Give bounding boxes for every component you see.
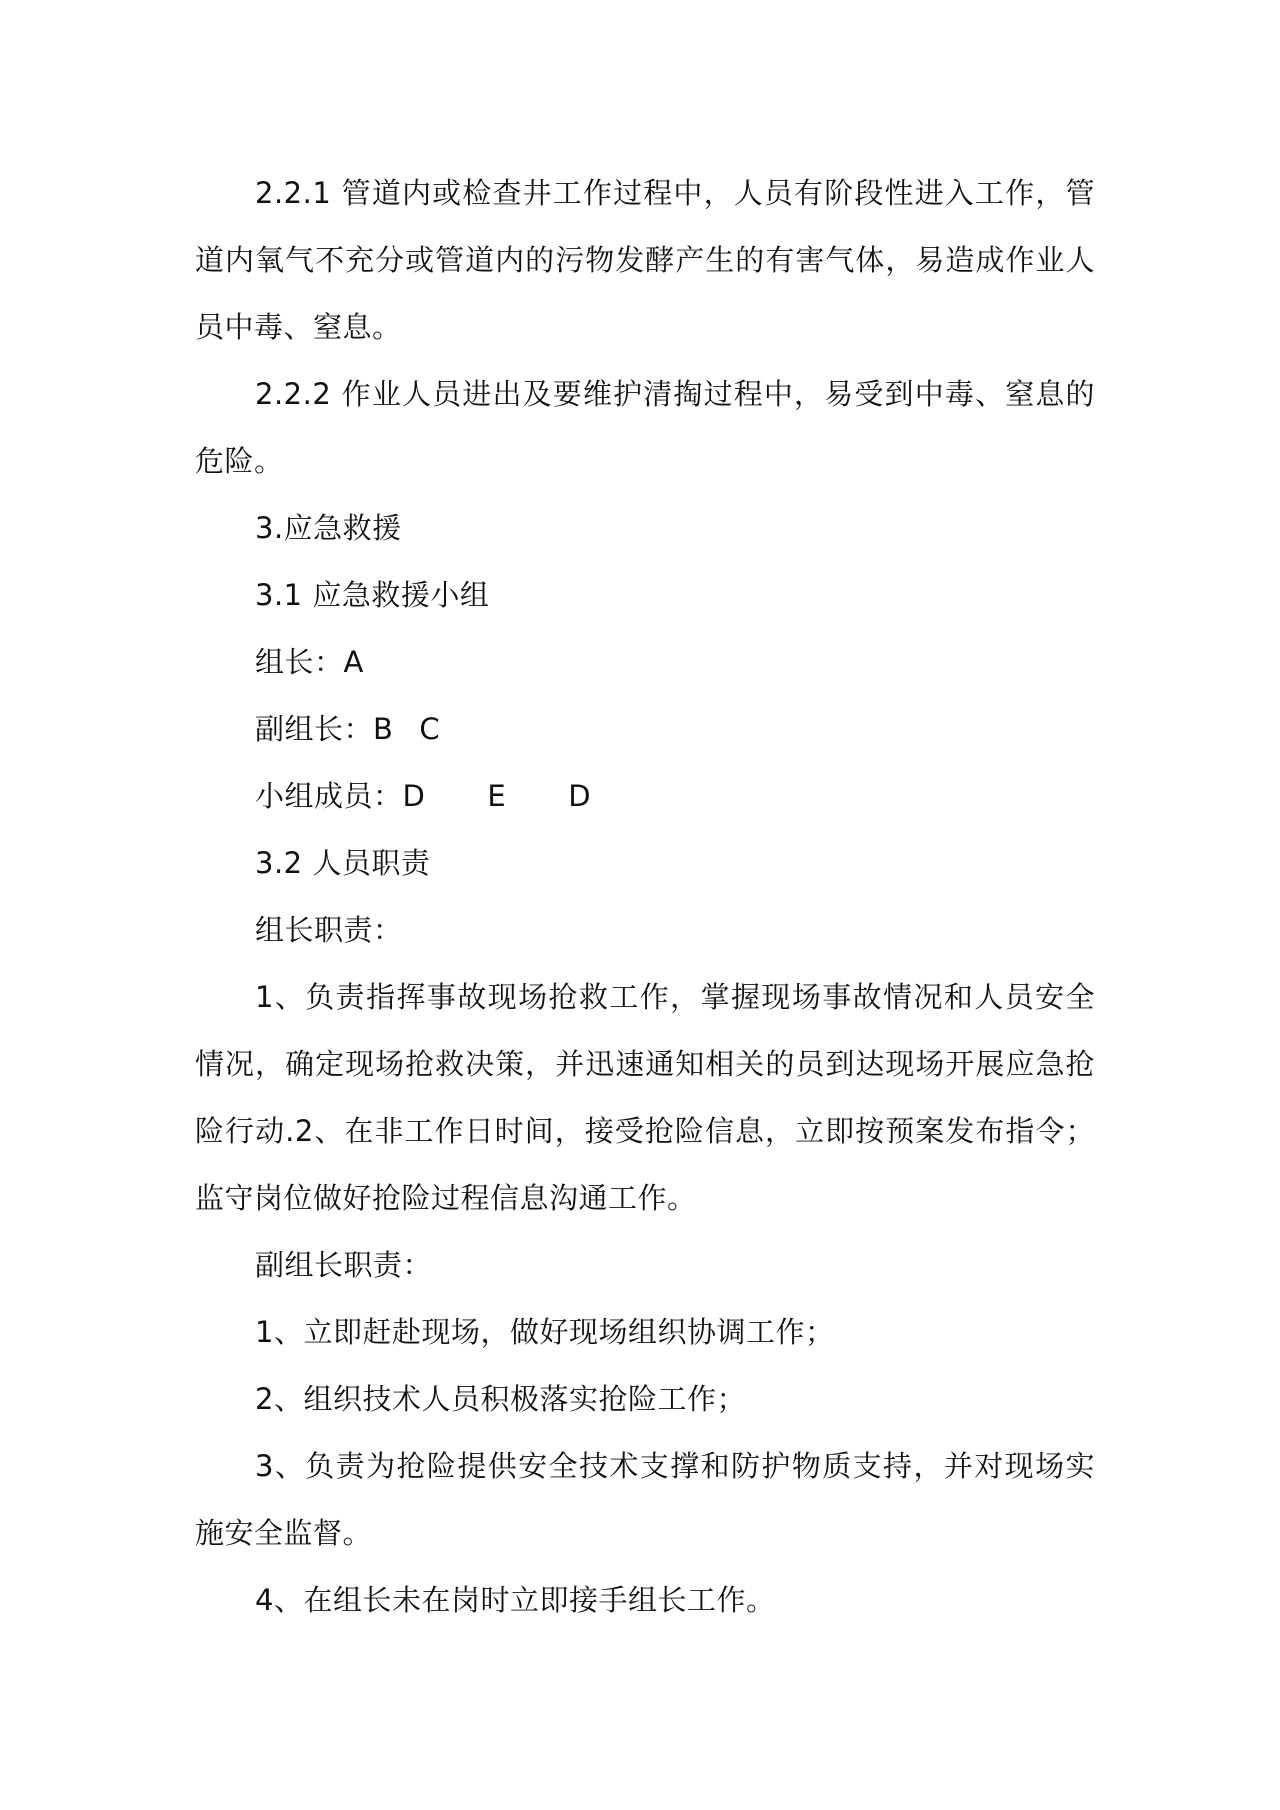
document-body [195,160,1095,1634]
paragraph-2-2-1: 2.2.1 管道内或检查井工作过程中，人员有阶段性进入工作，管道内氧气不充分或管道内的污物发酵产生的有害气体，易造成作业人员中毒、窒息。 [195,176,1095,344]
heading-leader-duties: 组长职责： [255,913,403,947]
paragraph-leader-duties: 1、负责指挥事故现场抢救工作，掌握现场事故情况和人员安全情况，确定现场抢救决策，并迅速通知相关的员到达现场开展应急抢险行动.2、在非工作日时间，接受抢险信息，立即按预案发布指令；监守岗位做好抢险过程信息沟通工作。 [195,980,1095,1215]
team-member-2: E [487,779,507,813]
heading-rescue-team: 3.1 应急救援小组 [255,578,490,612]
heading-emergency-rescue: 3.应急救援 [255,511,402,545]
team-member-3: D [568,779,592,813]
deputy-duty-4: 4、在组长未在岗时立即接手组长工作。 [255,1583,776,1617]
team-leader-line [195,629,1095,696]
team-leader-value: A [343,645,364,679]
heading-personnel-duties: 3.2 人员职责 [255,846,431,880]
team-member-1: D [402,779,426,813]
deputy-duty-3: 3、负责为抢险提供安全技术支撑和防护物质支持，并对现场实施安全监督。 [195,1449,1095,1550]
deputy-leader-line [195,696,1095,763]
paragraph-2-2-2: 2.2.2 作业人员进出及要维护清掏过程中，易受到中毒、窒息的危险。 [195,377,1095,478]
team-members-label: 小组成员： [255,779,403,813]
deputy-duty-2: 2、组织技术人员积极落实抢险工作； [255,1382,746,1416]
heading-deputy-duties: 副组长职责： [255,1248,433,1282]
deputy-duty-1: 1、立即赶赴现场，做好现场组织协调工作； [255,1315,835,1349]
team-leader-label: 组长： [255,645,344,679]
team-members-line [195,763,1095,830]
deputy-leader-value-1: B [373,712,394,746]
deputy-leader-value-2: C [419,712,441,746]
deputy-leader-label: 副组长： [255,712,374,746]
